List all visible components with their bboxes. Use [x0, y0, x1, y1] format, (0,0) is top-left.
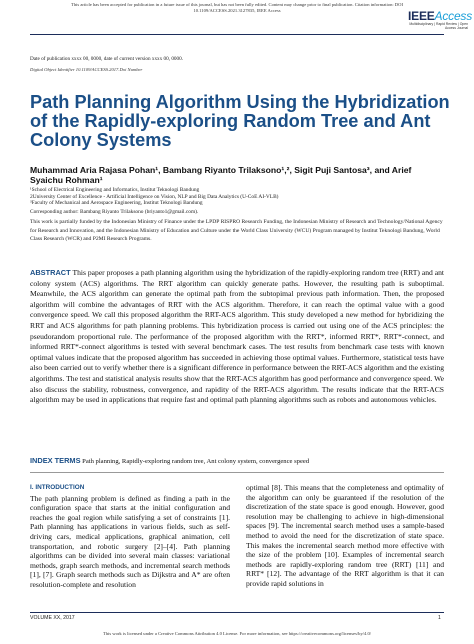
footer-rule — [30, 612, 444, 613]
volume-label: VOLUME XX, 2017 — [30, 615, 75, 621]
logo-word-ieee: IEEE — [408, 9, 435, 23]
abstract-text: This paper proposes a path planning algorithm using the hybridization of the rapidly-exploring random tree (RRT) and ant colony system (ACS) algorithms. The RRT algorithm can quickly generate paths. However, the resulting path is suboptimal. Meanwhile, the ACS algorithm can generate the optimal path from the subtopimal previous path information. Then, the proposed algorithm will combine the advantages of RRT with the ACS algorithm. Therefore, it can reach the optimal value with a good convergence speed. We call this proposed algorithm the RRT-ACS algorithm. This study developed a new method for hybridizing the RRT and ACS algorithms for path planning problems. This hybridization process is carried out using one of the ACS principles: the pseudorandom proportional rule. The performance of the proposed algorithm with the RRT*, informed RRT*, RRT*-connect, and informed RRT*-connect algorithms is tested with several benchmark cases. The test results from benchmark case tests with known optimal values indicate that the proposed algorithm has succeeded in achieving those optimal values. Furthermore, statistical tests have also been carried out to verify whether there is a significant difference in performance between the RRT-ACS algorithm and the existing algorithms. The test and statistical analysis results show that the RRT-ACS algorithm has good performance and convergence speed. We also discuss the stability, robustness, convergence, and rapidity of the RRT-ACS algorithm. The results indicate that the RRT-ACS algorithm may be used in applications that require fast and optimal path planning algorithms such as robots and autonomous vehicles. — [30, 268, 444, 405]
index-terms-label: INDEX TERMS — [30, 456, 81, 465]
logo-tagline: Multidisciplinary | Rapid Review | Open Access Journal — [409, 22, 468, 30]
ieee-access-logo — [408, 9, 473, 30]
affiliation-2: 2University Center of Excellence - Artificial Intelligence on Vision, NLP and Big Data Analytics (U-CoE AI-VLB) — [30, 193, 279, 200]
left-column — [30, 483, 230, 590]
affiliation-1: ¹School of Electrical Engineering and Informatics, Institut Teknologi Bandung — [30, 187, 200, 193]
right-column — [246, 483, 444, 589]
abstract — [30, 268, 444, 406]
abstract-label: ABSTRACT — [30, 268, 71, 277]
index-terms-text: Path planning, Rapidly-exploring random tree, Ant colony system, convergence speed — [82, 458, 310, 465]
doi-line: Digital Object Identifier 10.1109/ACCESS.2017.Doi Number — [30, 67, 143, 72]
author-list: Muhammad Aria Rajasa Pohan¹, Bambang Riyanto Trilaksono¹,², Sigit Puji Santosa³, and Arief Syaichu Rohman¹ — [30, 165, 412, 185]
banner-line-1: This article has been accepted for publication in a future issue of this journal, but has not been fully edited. Content may change prior to final publication. Citation information: DOI — [71, 2, 403, 7]
page-number: 1 — [438, 615, 441, 621]
funding-statement: This work is partially funded by the Indonesian Ministry of Finance under the LPDP RISPRO Research Funding, the Indonesian Ministry of Research and Technology/National Agency for Research and Innovation, and the Indonesian Ministry of Education and Culture under the World Class University (WCU) Program managed by Institut Teknologi Bandung, World Class Research (WCR) and P2MI Research Programs. — [30, 219, 443, 243]
publication-dates: Date of publication xxxx 00, 0000, date of current version xxxx 00, 0000. — [30, 56, 183, 62]
section-divider — [30, 472, 444, 473]
paper-title: Path Planning Algorithm Using the Hybridization of the Rapidly-exploring Random Tree and Ant Colony Systems — [30, 92, 450, 151]
affiliations — [30, 187, 444, 207]
publication-banner — [0, 0, 474, 14]
affiliation-3: ³Faculty of Mechanical and Aerospace Engineering, Institut Teknologi Bandung — [30, 200, 203, 207]
introduction-paragraph-left: The path planning problem is defined as finding a path in the configuration space that starts at the initial configuration and reaches the goal region while satisfying a set of constraints [1]. Path planning has applications in various fields, such as self-driving cars, medical applications, graphical animation, cell transportation, and robotic surgery [2]–[4]. Path planning algorithms can be divided into several main classes: variational methods, graph search methods, and incremental search methods [1], [7]. Graph search methods such as Dijkstra and A* are often resolution-complete and resolution — [30, 493, 230, 589]
index-terms — [30, 456, 444, 466]
logo-wordmark — [408, 9, 473, 23]
introduction-heading: I. INTRODUCTION — [30, 484, 85, 491]
logo-word-access: Access — [434, 9, 473, 23]
banner-line-2: 10.1109/ACCESS.2021.3127835, IEEE Access — [193, 8, 281, 14]
introduction-paragraph-right: optimal [8]. This means that the completeness and optimality of the algorithm can only be guaranteed if the resolution of the discretization of the state space is good enough. However, good resolution may be challenging to achieve in high-dimensional spaces [9]. The incremental search method uses a sample-based method to avoid the need for the discretization of state space. This makes the incremental search method more effective with the size of the problem [10]. Examples of incremental search methods are rapidly-exploring random tree (RRT) [11] and RRT* [12]. The advantage of the RRT algorithm is that it can provide rapid solutions in — [246, 483, 444, 588]
license-notice: This work is licensed under a Creative Commons Attribution 4.0 License. For more information, see https://creativecommons.org/licenses/by/4.0/ — [102, 631, 372, 636]
header-rule — [30, 34, 444, 35]
corresponding-author: Corresponding author: Bambang Riyanto Trilaksono (briyanto1@gmail.com). — [30, 209, 199, 215]
